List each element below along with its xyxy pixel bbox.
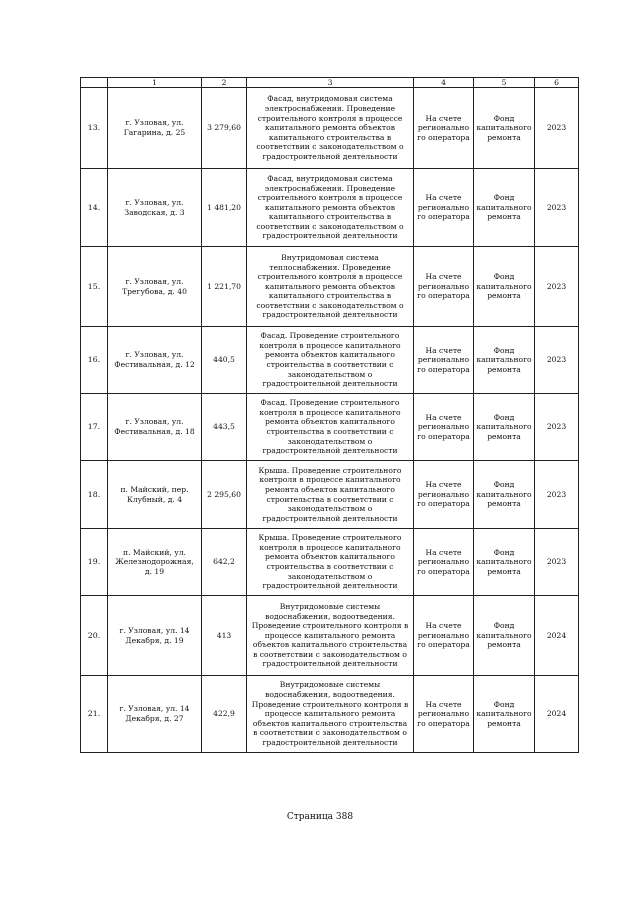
fund-cell: Фонд капитального ремонта	[474, 676, 535, 753]
cost-cell: 440,5	[202, 327, 247, 394]
column-number-row	[81, 78, 579, 88]
row-number: 19.	[81, 529, 108, 596]
year-cell: 2023	[535, 461, 579, 529]
funding-account-cell: На счете регионального оператора	[414, 169, 474, 247]
fund-cell: Фонд капитального ремонта	[474, 88, 535, 169]
column-number-header: 3	[247, 78, 414, 88]
funding-account-cell: На счете регионального оператора	[414, 461, 474, 529]
fund-cell: Фонд капитального ремонта	[474, 596, 535, 676]
work-description-cell: Крыша. Проведение строительного контроля в процессе капитального ремонта объектов капитального строительства в соответствии с законодательством о градостроительной деятельности	[247, 461, 414, 529]
year-cell: 2023	[535, 327, 579, 394]
cost-cell: 1 221,70	[202, 247, 247, 327]
row-number: 14.	[81, 169, 108, 247]
work-description-cell: Внутридомовые системы водоснабжения, водоотведения. Проведение строительного контроля в процессе капитального ремонта объектов капитального строительства в соответствии с законодательством о градостроительной деятельности	[247, 596, 414, 676]
repair-schedule-table	[80, 77, 579, 753]
cost-cell: 422,9	[202, 676, 247, 753]
address-cell: г. Узловая, ул. Заводская, д. 3	[108, 169, 202, 247]
address-cell: г. Узловая, ул. Фестивальная, д. 12	[108, 327, 202, 394]
column-number-header: 6	[535, 78, 579, 88]
page-number: Страница 388	[286, 812, 354, 822]
row-number: 17.	[81, 394, 108, 461]
row-number: 16.	[81, 327, 108, 394]
fund-cell: Фонд капитального ремонта	[474, 327, 535, 394]
year-cell: 2023	[535, 169, 579, 247]
column-number-header: 2	[202, 78, 247, 88]
cost-cell: 642,2	[202, 529, 247, 596]
cost-cell: 413	[202, 596, 247, 676]
funding-account-cell: На счете регионального оператора	[414, 394, 474, 461]
cost-cell: 1 481,20	[202, 169, 247, 247]
funding-account-cell: На счете регионального оператора	[414, 529, 474, 596]
table-row	[81, 88, 579, 169]
work-description-cell: Фасад, внутридомовая система электроснабжения. Проведение строительного контроля в процессе капитального ремонта объектов капитального строительства в соответствии с законодательством о градостроительной деятельности	[247, 88, 414, 169]
address-cell: г. Узловая, ул. Фестивальная, д. 18	[108, 394, 202, 461]
row-number: 13.	[81, 88, 108, 169]
table-row	[81, 529, 579, 596]
table-row	[81, 327, 579, 394]
row-number: 20.	[81, 596, 108, 676]
fund-cell: Фонд капитального ремонта	[474, 461, 535, 529]
address-cell: г. Узловая, ул. Гагарина, д. 25	[108, 88, 202, 169]
table-row	[81, 596, 579, 676]
work-description-cell: Внутридомовые системы водоснабжения, водоотведения. Проведение строительного контроля в процессе капитального ремонта объектов капитального строительства в соответствии с законодательством о градостроительной деятельности	[247, 676, 414, 753]
table-row	[81, 676, 579, 753]
work-description-cell: Крыша. Проведение строительного контроля в процессе капитального ремонта объектов капитального строительства в соответствии с законодательством о градостроительной деятельности	[247, 529, 414, 596]
table-row	[81, 247, 579, 327]
cost-cell: 3 279,60	[202, 88, 247, 169]
work-description-cell: Фасад. Проведение строительного контроля в процессе капитального ремонта объектов капитального строительства в соответствии с законодательством о градостроительной деятельности	[247, 394, 414, 461]
work-description-cell: Фасад, внутридомовая система электроснабжения. Проведение строительного контроля в процессе капитального ремонта объектов капитального строительства в соответствии с законодательством о градостроительной деятельности	[247, 169, 414, 247]
address-cell: п. Майский, ул. Железнодорожная, д. 19	[108, 529, 202, 596]
fund-cell: Фонд капитального ремонта	[474, 394, 535, 461]
row-number: 15.	[81, 247, 108, 327]
column-number-header: 4	[414, 78, 474, 88]
cost-cell: 2 295,60	[202, 461, 247, 529]
year-cell: 2023	[535, 529, 579, 596]
year-cell: 2023	[535, 247, 579, 327]
year-cell: 2023	[535, 394, 579, 461]
column-number-header: 1	[108, 78, 202, 88]
row-number: 21.	[81, 676, 108, 753]
year-cell: 2024	[535, 676, 579, 753]
table-row	[81, 394, 579, 461]
cost-cell: 443,5	[202, 394, 247, 461]
year-cell: 2023	[535, 88, 579, 169]
table-row	[81, 461, 579, 529]
address-cell: п. Майский, пер. Клубный, д. 4	[108, 461, 202, 529]
column-number-header	[81, 78, 108, 88]
fund-cell: Фонд капитального ремонта	[474, 529, 535, 596]
row-number: 18.	[81, 461, 108, 529]
work-description-cell: Фасад. Проведение строительного контроля в процессе капитального ремонта объектов капитального строительства в соответствии с законодательством о градостроительной деятельности	[247, 327, 414, 394]
address-cell: г. Узловая, ул. 14 Декабря, д. 27	[108, 676, 202, 753]
fund-cell: Фонд капитального ремонта	[474, 169, 535, 247]
funding-account-cell: На счете регионального оператора	[414, 327, 474, 394]
table-row	[81, 169, 579, 247]
work-description-cell: Внутридомовая система теплоснабжения. Проведение строительного контроля в процессе капитального ремонта объектов капитального строительства в соответствии с законодательством о градостроительной деятельности	[247, 247, 414, 327]
fund-cell: Фонд капитального ремонта	[474, 247, 535, 327]
funding-account-cell: На счете регионального оператора	[414, 247, 474, 327]
address-cell: г. Узловая, ул. Трегубова, д. 40	[108, 247, 202, 327]
address-cell: г. Узловая, ул. 14 Декабря, д. 19	[108, 596, 202, 676]
table-body	[81, 78, 579, 753]
year-cell: 2024	[535, 596, 579, 676]
funding-account-cell: На счете регионального оператора	[414, 596, 474, 676]
column-number-header: 5	[474, 78, 535, 88]
funding-account-cell: На счете регионального оператора	[414, 676, 474, 753]
funding-account-cell: На счете регионального оператора	[414, 88, 474, 169]
